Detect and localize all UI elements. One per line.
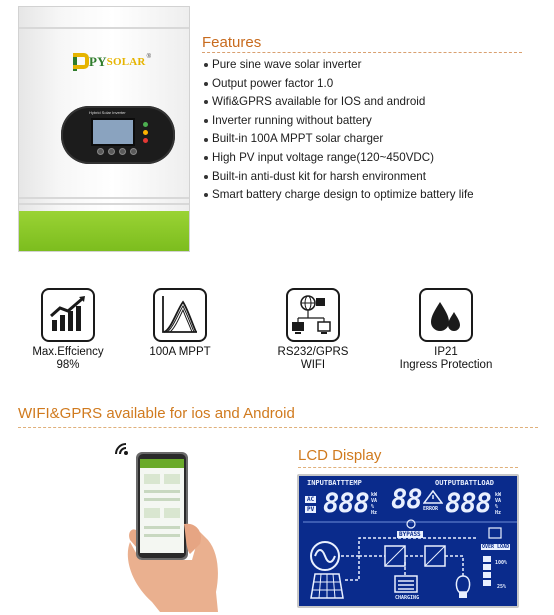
highlight-efficiency [20,288,116,372]
bullet-icon [204,100,208,104]
lcd-pct-25: 25% [497,584,507,590]
inverter-grille-line [19,203,189,205]
lcd-bypass-label: BYPASS [399,531,421,538]
inverter-green-band [19,211,189,251]
wifi-signal-icon [116,444,128,455]
network-computer-icon [286,288,340,342]
lcd-units-left: kW VA % Hz [371,492,378,516]
feature-text: Pure sine wave solar inverter [212,58,362,71]
phone-in-hand-image [100,432,230,612]
features-title: Features [202,34,262,51]
feature-text: Built-in anti-dust kit for harsh environment [212,169,426,183]
feature-item [204,56,474,75]
lcd-section-divider [298,467,518,468]
status-led-icon [143,122,148,127]
mppt-curve-icon [153,288,207,342]
bullet-icon [204,175,208,179]
lcd-pv-label: PV [307,506,315,513]
highlight-sub: 98% [56,359,80,371]
feature-item [204,149,474,168]
registered-mark: ® [146,54,151,60]
lcd-digits-right: 888 [445,488,491,519]
feature-item [204,186,474,205]
highlight-sub: Ingress Protection [399,359,493,371]
inverter-mini-lcd [91,118,135,146]
lcd-display-image [297,474,519,608]
panel-button [108,148,115,155]
highlight-label: IP21 [434,346,458,358]
highlight-label: RS232/GPRS [277,346,349,358]
lcd-section-title: LCD Display [298,447,382,464]
feature-item [204,75,474,94]
lcd-input-label: INPUTBATTTEMP [307,479,362,487]
bullet-icon [204,156,208,160]
bullet-icon [204,119,208,123]
lcd-digits-left: 888 [323,488,369,519]
lcd-digits-mid: 88 [391,484,422,515]
panel-buttons [97,148,137,155]
brand-prefix: PY [88,54,107,69]
highlight-label: 100A MPPT [149,346,211,358]
bullet-icon [204,138,208,142]
feature-text: Built-in 100A MPPT solar charger [212,132,384,146]
feature-item [204,130,474,149]
lcd-charging-label: CHARGING [395,595,420,601]
brand-logo [71,51,151,73]
panel-button [119,148,126,155]
bullet-icon [204,63,208,67]
highlight-ip21 [388,288,504,372]
status-led-icon [143,130,148,135]
lcd-ac-label: AC [307,496,315,503]
highlight-mppt [132,288,228,359]
lcd-output-label: OUTPUTBATTLOAD [435,479,495,487]
wifi-section-title: WIFI&GPRS available for ios and Android [18,405,295,422]
feature-item [204,112,474,131]
bullet-icon [204,193,208,197]
inverter-grille-line [19,27,189,29]
efficiency-chart-icon [41,288,95,342]
feature-item [204,168,474,187]
feature-text: Inverter running without battery [212,113,372,127]
panel-title: Hybrid Solar Inverter [89,110,126,115]
highlight-sub: WIFI [300,359,326,371]
features-divider [202,52,522,53]
panel-button [97,148,104,155]
water-drops-icon [419,288,473,342]
highlight-comm [258,288,368,372]
lcd-units-right: kW VA % Hz [495,492,502,516]
panel-button [130,148,137,155]
inverter-control-panel [61,106,175,164]
feature-text: Smart battery charge design to optimize battery life [212,188,474,202]
feature-text: Output power factor 1.0 [212,76,334,90]
feature-list [204,56,474,205]
highlight-label: Max.Effciency [32,346,104,358]
lcd-overload-label: OVER LOAD [482,544,510,550]
feature-text: High PV input voltage range(120~450VDC) [212,150,435,164]
feature-item [204,93,474,112]
bullet-icon [204,82,208,86]
wifi-section-divider [18,427,538,428]
status-led-icon [143,138,148,143]
lcd-error-label: ERROR [423,506,439,512]
inverter-product-image [18,6,190,252]
feature-text: Wifi&GPRS available for IOS and android [212,95,426,109]
brand-name: SOLAR [106,56,146,68]
brand-logo-mark-icon [71,52,88,72]
inverter-grille-line [19,197,189,199]
lcd-pct-100: 100% [495,560,508,566]
lcd-flow-diagram [299,476,519,608]
